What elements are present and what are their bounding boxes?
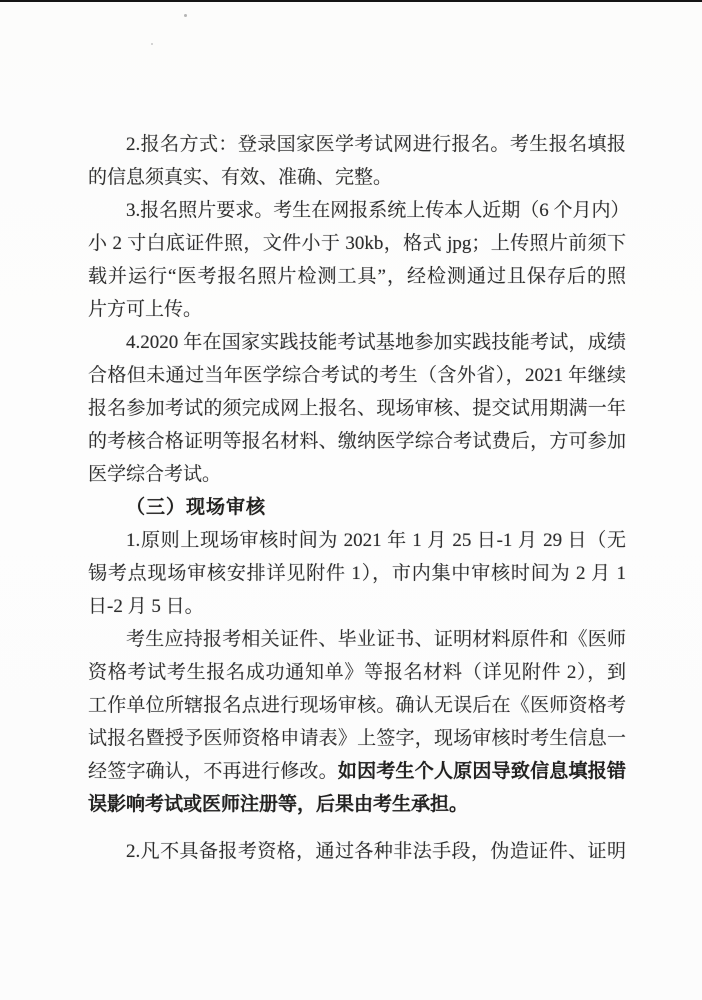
emphasis-text: 误影响考试或医师注册等，后果由考生承担。	[88, 794, 469, 815]
text-line	[88, 194, 630, 227]
scan-speck	[184, 14, 187, 17]
emphasis-text: （三）现场审核	[126, 497, 267, 518]
body-text: 医学综合考试。	[88, 464, 222, 485]
text-line	[88, 458, 626, 491]
body-text: 经签字确认，不再进行修改。	[88, 761, 338, 782]
section-heading	[88, 491, 626, 524]
text-line	[88, 722, 626, 755]
text-line	[88, 293, 626, 326]
text-line	[88, 359, 626, 392]
text-line	[88, 689, 626, 722]
body-text: 片方可上传。	[88, 299, 203, 320]
body-text: 载并运行“医考报名照片检测工具”，经检测通过且保存后的照	[88, 266, 626, 287]
text-line	[88, 788, 626, 821]
text-line	[88, 590, 626, 623]
text-line	[88, 128, 626, 161]
body-text: 小 2 寸白底证件照，文件小于 30kb，格式 jpg；上传照片前须下	[88, 233, 626, 254]
text-line	[88, 835, 626, 868]
body-text: 日-2 月 5 日。	[88, 596, 204, 617]
text-line	[88, 392, 626, 425]
scan-top-edge	[0, 0, 702, 2]
text-line	[88, 425, 626, 458]
body-text: 合格但未通过当年医学综合考试的考生（含外省），2021 年继续	[88, 365, 626, 386]
body-text: 试报名暨授予医师资格申请表》上签字，现场审核时考生信息一	[88, 728, 626, 749]
scan-speck	[151, 43, 153, 45]
body-text: 3.报名照片要求。考生在网报系统上传本人近期（6 个月内）	[126, 200, 630, 221]
body-text: 报名参加考试的须完成网上报名、现场审核、提交试用期满一年	[88, 398, 626, 419]
body-text: 2.报名方式：登录国家医学考试网进行报名。考生报名填报	[126, 134, 626, 155]
text-line	[88, 326, 626, 359]
text-line	[88, 227, 626, 260]
text-line	[88, 260, 626, 293]
text-line	[88, 755, 626, 788]
text-line	[88, 623, 626, 656]
body-text: 4.2020 年在国家实践技能考试基地参加实践技能考试，成绩	[126, 332, 626, 353]
text-line	[88, 161, 626, 194]
emphasis-text: 如因考生个人原因导致信息填报错	[337, 761, 626, 782]
text-line	[88, 557, 626, 590]
body-text: 资格考试考生报名成功通知单》等报名材料（详见附件 2），到	[88, 662, 626, 683]
text-line	[88, 524, 626, 557]
body-text: 的考核合格证明等报名材料、缴纳医学综合考试费后，方可参加	[88, 431, 626, 452]
body-text: 考生应持报考相关证件、毕业证书、证明材料原件和《医师	[126, 629, 626, 650]
body-text: 的信息须真实、有效、准确、完整。	[88, 167, 393, 188]
body-text: 1.原则上现场审核时间为 2021 年 1 月 25 日-1 月 29 日（无	[126, 530, 626, 551]
body-text: 工作单位所辖报名点进行现场审核。确认无误后在《医师资格考	[88, 695, 626, 716]
body-text: 2.凡不具备报考资格，通过各种非法手段，伪造证件、证明	[126, 841, 626, 862]
text-line	[88, 656, 626, 689]
document-body	[88, 128, 630, 868]
body-text: 锡考点现场审核安排详见附件 1），市内集中审核时间为 2 月 1	[88, 563, 626, 584]
